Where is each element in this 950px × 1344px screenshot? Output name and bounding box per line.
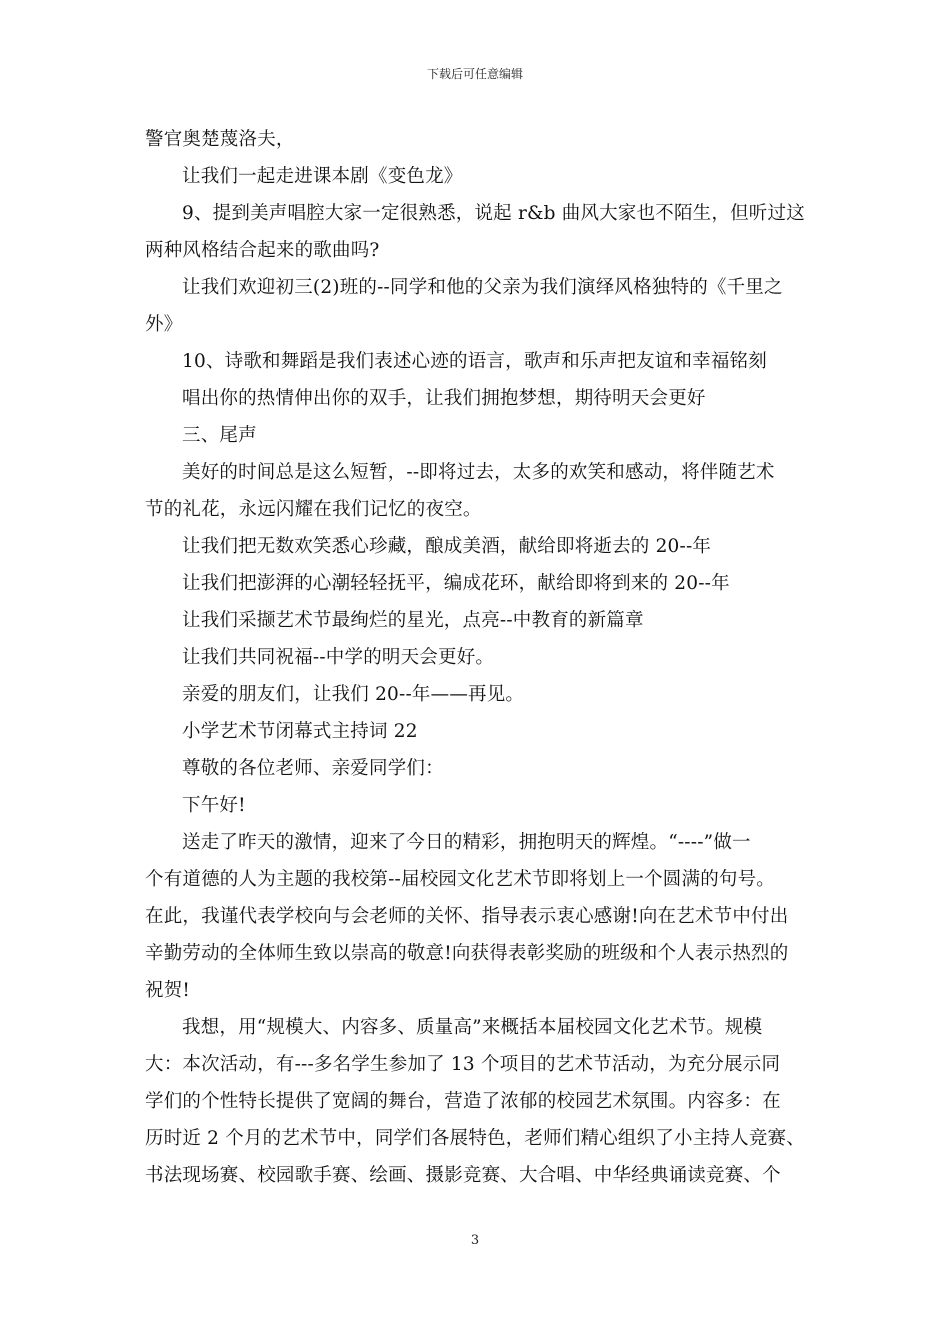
text-line: 两种风格结合起来的歌曲吗?: [145, 240, 380, 261]
text-line: 尊敬的各位老师、亲爱同学们：: [182, 758, 444, 779]
text-line: 书法现场赛、校园歌手赛、绘画、摄影竞赛、大合唱、中华经典诵读竞赛、个: [145, 1165, 781, 1186]
text-line: 10、诗歌和舞蹈是我们表述心迹的语言，歌声和乐声把友谊和幸福铭刻: [182, 351, 767, 372]
text-line: 大：本次活动，有---多名学生参加了 13 个项目的艺术节活动，为充分展示同: [145, 1054, 781, 1075]
text-line: 节的礼花，永远闪耀在我们记忆的夜空。: [145, 499, 482, 520]
document-body: [145, 121, 807, 1194]
text-line: 小学艺术节闭幕式主持词 22: [182, 721, 418, 742]
text-line: 警官奥楚蔑洛夫，: [145, 129, 295, 150]
text-line: 学们的个性特长提供了宽阔的舞台，营造了浓郁的校园艺术氛围。内容多：在: [145, 1091, 781, 1112]
text-line: 辛勤劳动的全体师生致以崇高的敬意!向获得表彰奖励的班级和个人表示热烈的: [145, 943, 789, 964]
text-line: 历时近 2 个月的艺术节中，同学们各展特色，老师们精心组织了小主持人竞赛、: [145, 1128, 805, 1149]
text-line: 9、提到美声唱腔大家一定很熟悉，说起 r&b 曲风大家也不陌生，但听过这: [182, 203, 805, 224]
text-line: 祝贺!: [145, 980, 191, 1001]
page-number: 3: [470, 1233, 480, 1248]
text-line: 在此，我谨代表学校向与会老师的关怀、指导表示衷心感谢!向在艺术节中付出: [145, 906, 789, 927]
page-header: 下载后可任意编辑: [426, 67, 523, 81]
text-line: 我想，用“规模大、内容多、质量高”来概括本届校园文化艺术节。规模: [182, 1017, 763, 1038]
text-line: 外》: [145, 314, 183, 335]
text-line: 送走了昨天的激情，迎来了今日的精彩，拥抱明天的辉煌。“----”做一: [182, 832, 751, 853]
text-line: 让我们采撷艺术节最绚烂的星光，点亮--中教育的新篇章: [182, 610, 644, 631]
text-line: 让我们把澎湃的心潮轻轻抚平，编成花环，献给即将到来的 20--年: [182, 573, 730, 594]
text-line: 下午好!: [182, 795, 246, 816]
text-line: 唱出你的热情伸出你的双手，让我们拥抱梦想，期待明天会更好: [182, 388, 706, 409]
text-line: 让我们一起走进课本剧《变色龙》: [182, 166, 463, 187]
text-line: 让我们把无数欢笑悉心珍藏，酿成美酒，献给即将逝去的 20--年: [182, 536, 712, 557]
text-line: 让我们欢迎初三(2)班的--同学和他的父亲为我们演绎风格独特的《千里之: [182, 277, 783, 298]
text-line: 亲爱的朋友们，让我们 20--年——再见。: [182, 684, 525, 705]
text-line: 三、尾声: [182, 425, 257, 446]
text-line: 个有道德的人为主题的我校第--届校园文化艺术节即将划上一个圆满的句号。: [145, 869, 776, 890]
text-line: 让我们共同祝福--中学的明天会更好。: [182, 647, 495, 668]
text-line: 美好的时间总是这么短暂，--即将过去，太多的欢笑和感动，将伴随艺术: [182, 462, 775, 483]
